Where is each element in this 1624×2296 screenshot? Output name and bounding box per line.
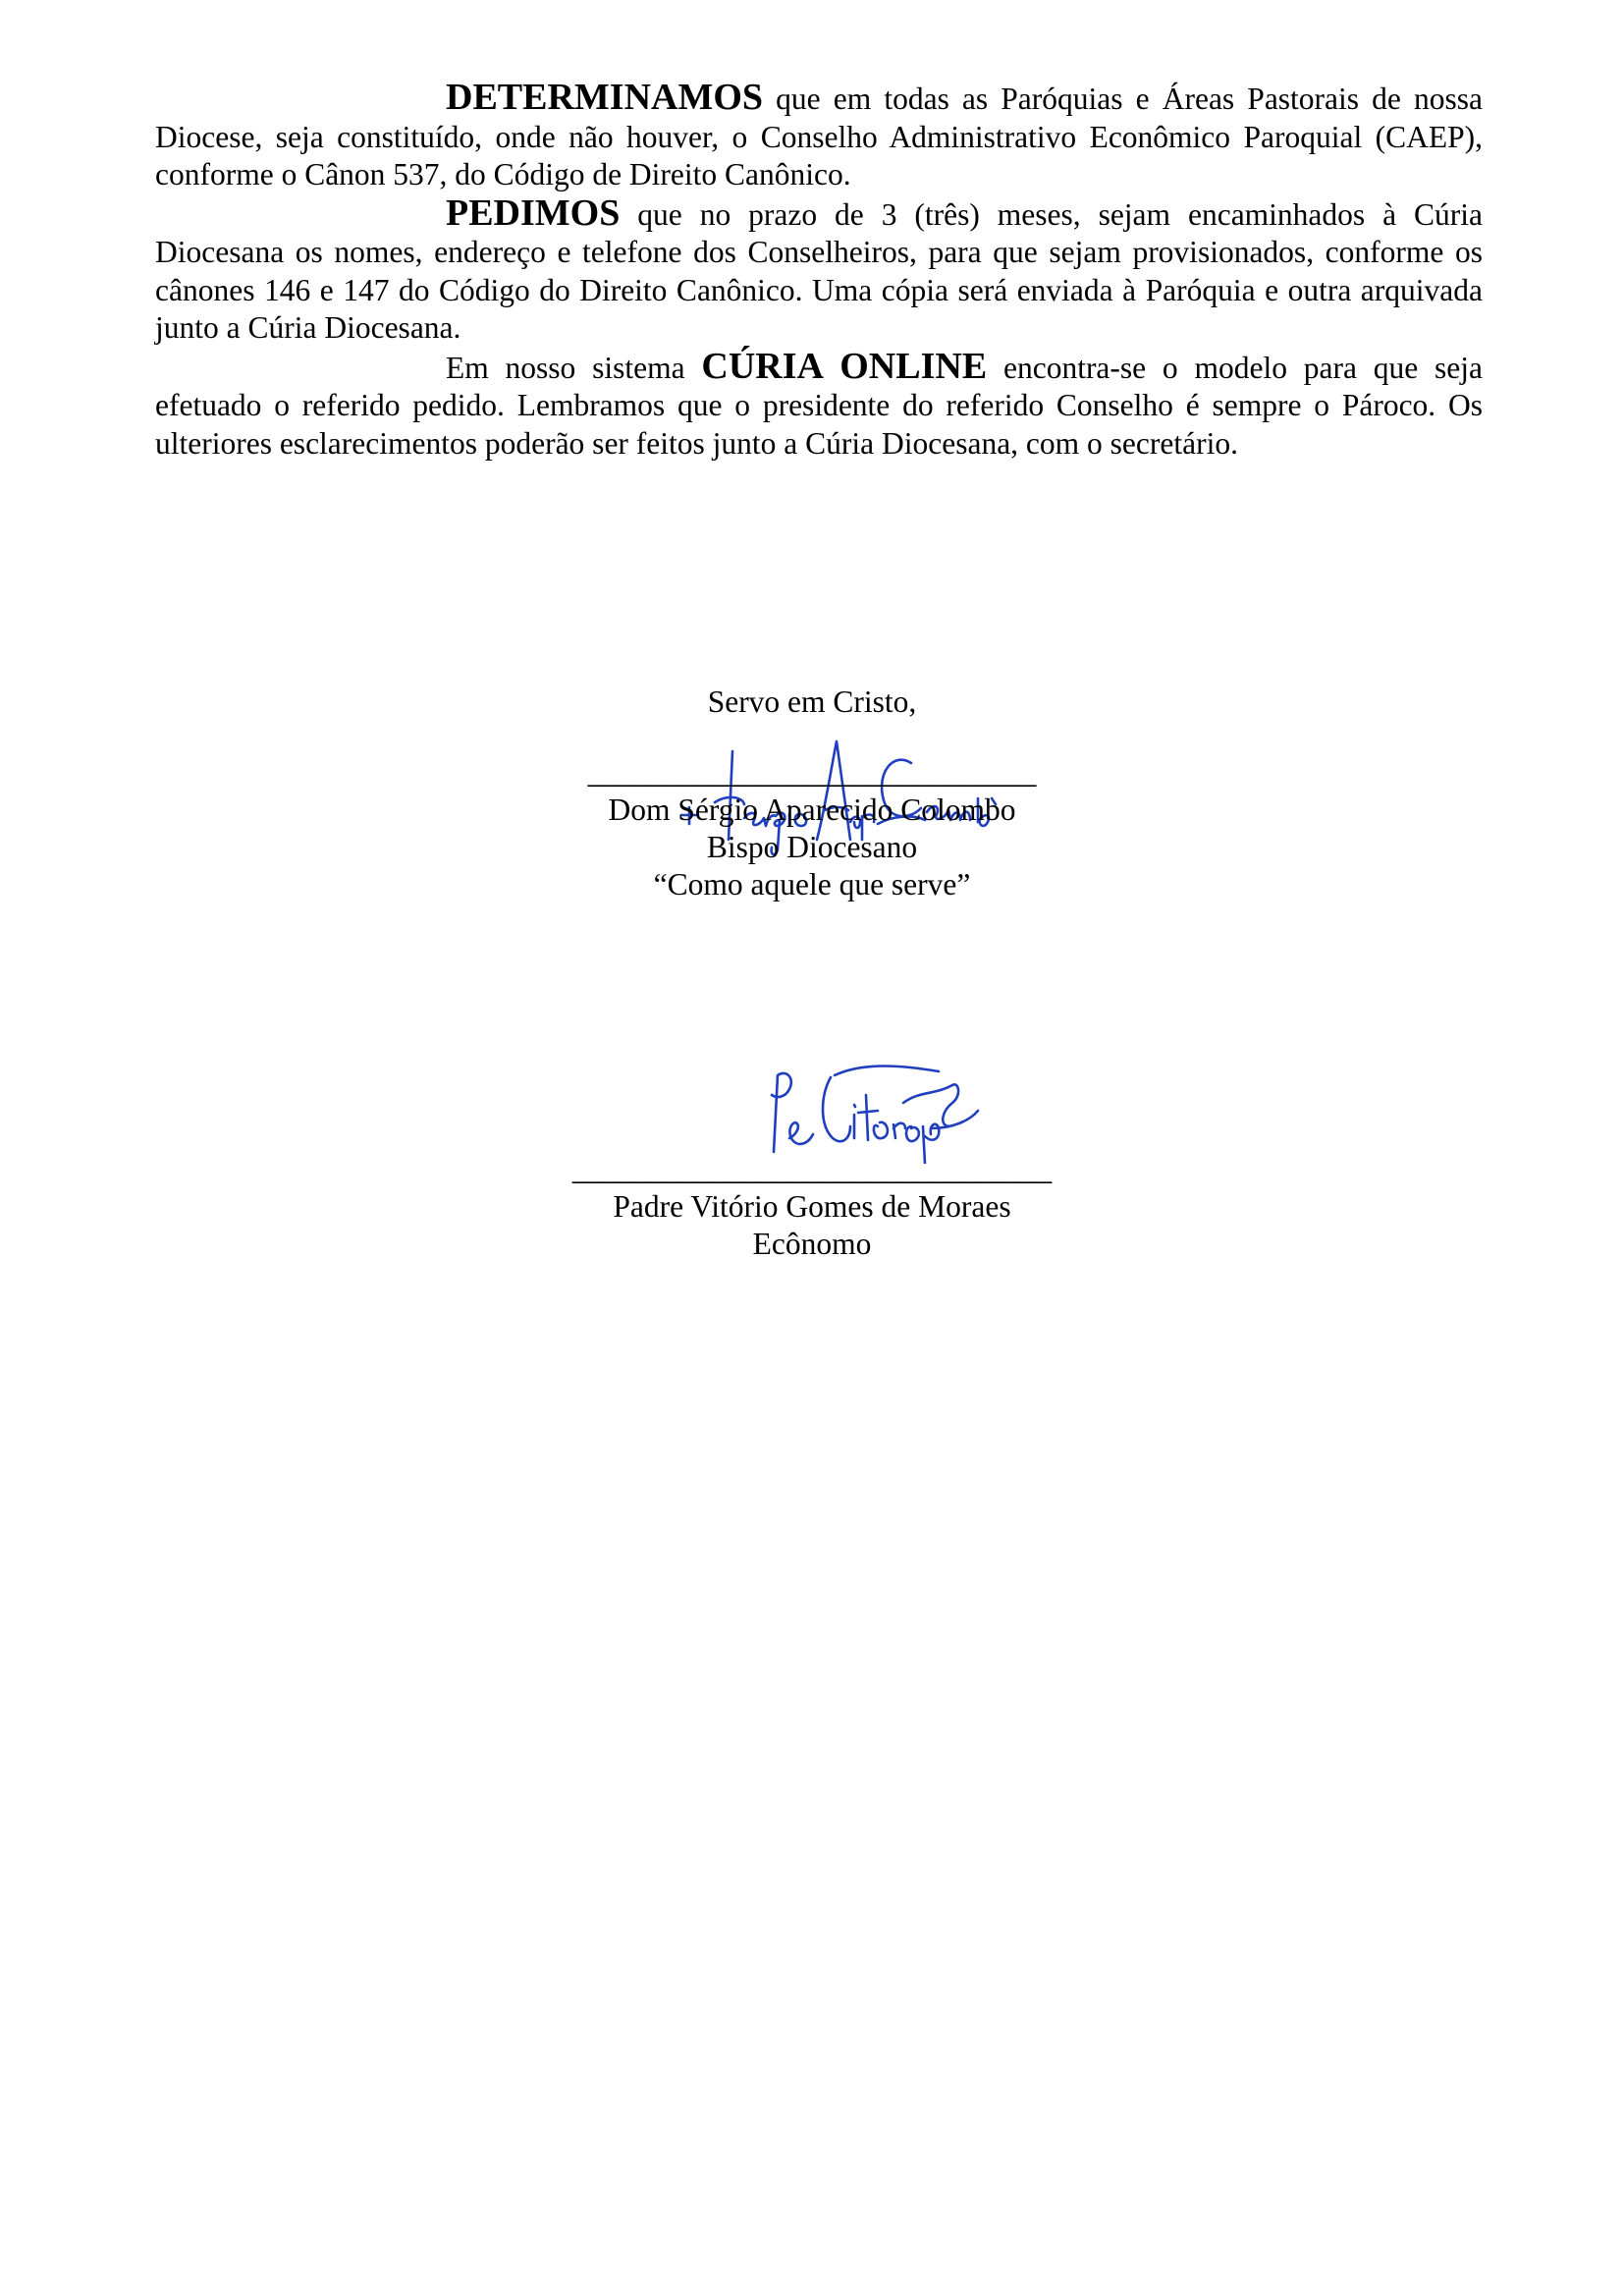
bishop-signature-line: _____________________________ — [587, 755, 1037, 790]
priest-signature-line: _______________________________ — [571, 1152, 1053, 1186]
priest-title: Ecônomo — [752, 1227, 872, 1261]
bishop-name: Dom Sérgio Aparecido Colombo — [608, 793, 1016, 827]
closing-block — [0, 683, 1624, 721]
bishop-title: Bispo Diocesano — [706, 830, 918, 864]
paragraph-determinamos-text: que em todas as Paróquias e Áreas Pastorais de nossa Diocese, seja constituído, onde não houver, o Conselho Administrativo Econômico Paroquial (CAEP), conforme o Cânon 537, do Código de Direito Canônico. — [155, 82, 1483, 191]
keyword-determinamos: DETERMINAMOS — [446, 77, 764, 118]
letter-body — [155, 79, 1483, 463]
priest-signature-graphic — [756, 1056, 992, 1164]
paragraph-curia-online — [155, 345, 1483, 464]
paragraph-pedimos — [155, 191, 1483, 348]
keyword-curia-online: CÚRIA ONLINE — [701, 345, 988, 387]
keyword-pedimos: PEDIMOS — [446, 191, 621, 234]
paragraph-curia-online-text-after: encontra-se o modelo para que seja efetuado o referido pedido. Lembramos que o presidente do referido Conselho é sempre o Pároco. Os ulteriores esclarecimentos poderão ser feitos junto a Cúria Diocesana, com o secretário. — [155, 350, 1483, 461]
paragraph-curia-online-text-before: Em nosso sistema — [446, 350, 702, 385]
priest-signature-block — [0, 1151, 1624, 1263]
priest-name: Padre Vitório Gomes de Moraes — [613, 1189, 1011, 1224]
bishop-signature-block — [0, 754, 1624, 903]
paragraph-pedimos-text: que no prazo de 3 (três) meses, sejam encaminhados à Cúria Diocesana os nomes, endereço e telefone dos Conselheiros, para que sejam provisionados, conforme os cânones 146 e 147 do Código do Direito Canônico. Uma cópia será enviada à Paróquia e outra arquivada junto a Cúria Diocesana. — [155, 196, 1483, 345]
bishop-motto: “Como aquele que serve” — [653, 867, 971, 902]
closing-salutation: Servo em Cristo, — [707, 684, 917, 719]
paragraph-determinamos — [155, 79, 1483, 194]
